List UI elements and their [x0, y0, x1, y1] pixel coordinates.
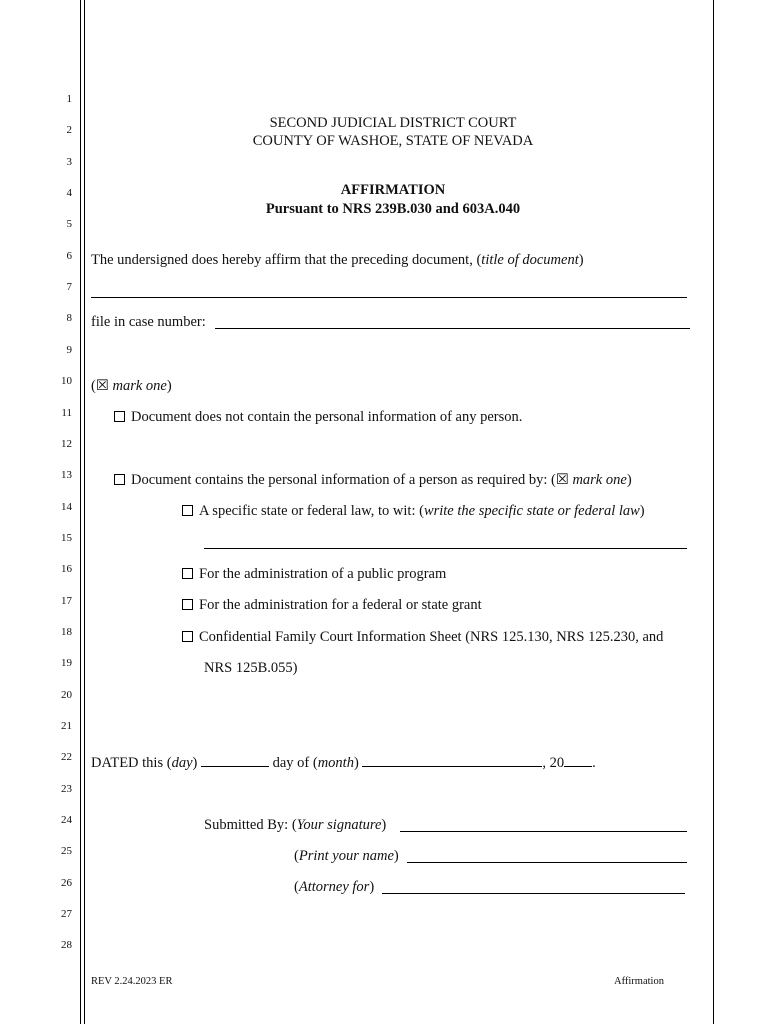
dated-mid2: )	[353, 755, 363, 771]
print-close: )	[393, 848, 399, 864]
line-number: 23	[61, 782, 72, 795]
line-number: 22	[61, 751, 72, 764]
affirm-text: The undersigned does hereby affirm that the preceding document, (	[91, 252, 482, 268]
dated-end: .	[592, 755, 596, 771]
option-contains-personal-info	[114, 472, 632, 489]
checkbox-grant[interactable]	[182, 599, 193, 610]
line-number: 12	[61, 437, 72, 450]
line-number: 2	[66, 124, 72, 137]
sub1-text: A specific state or federal law, to wit: (	[199, 503, 424, 519]
line-number: 25	[61, 845, 72, 858]
case-number-line[interactable]	[215, 328, 690, 329]
attorney-close: )	[369, 879, 375, 895]
line-number: 3	[66, 155, 72, 168]
print-italic: rint your name	[307, 848, 394, 864]
year-field[interactable]	[564, 754, 592, 767]
dated-row	[91, 754, 596, 772]
mark-open: (	[91, 378, 96, 394]
checkbox-no-personal-info[interactable]	[114, 411, 125, 422]
dated-day-italic: day	[171, 755, 193, 771]
line-number: 11	[61, 406, 72, 419]
affirm-statement	[91, 252, 584, 269]
month-field[interactable]	[362, 754, 542, 767]
margin-rule-right	[713, 0, 714, 1024]
submitted-italic: Your signature	[296, 817, 382, 833]
line-number: 6	[66, 249, 72, 262]
affirm-italic: title of document	[481, 252, 579, 268]
mark-text: mark one	[108, 378, 167, 394]
x-box-icon: ☒	[555, 472, 569, 488]
line-number: 1	[66, 93, 72, 105]
submitted-by-row	[204, 817, 386, 834]
line-number: 20	[61, 688, 72, 701]
court-name: SECOND JUDICIAL DISTRICT COURT	[269, 115, 517, 131]
case-number-label: file in case number:	[91, 314, 206, 330]
submitted-close: )	[381, 817, 387, 833]
sub3-label: For the administration for a federal or state grant	[199, 597, 482, 613]
line-number: 19	[61, 657, 72, 670]
line-number: 28	[61, 939, 72, 952]
sub-option-family-court	[182, 629, 663, 646]
signature-line[interactable]	[400, 831, 687, 832]
print-open: (	[294, 848, 299, 864]
line-number: 7	[66, 281, 72, 294]
checkbox-specific-law[interactable]	[182, 505, 193, 516]
attorney-for-row	[294, 879, 374, 896]
sub-option-grant	[182, 597, 482, 614]
line-number: 16	[61, 563, 72, 576]
dated-year-prefix: , 20	[542, 755, 565, 771]
print-name-line[interactable]	[407, 862, 687, 863]
margin-rule-left-outer	[80, 0, 81, 1024]
document-subtitle: Pursuant to NRS 239B.030 and 603A.040	[265, 201, 521, 217]
case-number-row	[91, 314, 206, 331]
line-number: 18	[61, 625, 72, 638]
line-number: 27	[61, 908, 72, 921]
sub2-label: For the administration of a public program	[199, 566, 447, 582]
print-p: P	[298, 848, 308, 864]
option2-text: Document contains the personal information of a person as required by: (	[131, 472, 556, 488]
option2-close: )	[626, 472, 632, 488]
line-number: 14	[61, 500, 72, 513]
dated-prefix: DATED this (	[91, 755, 172, 771]
line-number: 26	[61, 876, 72, 889]
document-name-footer: Affirmation	[614, 976, 664, 987]
sub-option-law	[182, 503, 645, 520]
option-no-personal-info	[114, 409, 522, 426]
checkbox-public-program[interactable]	[182, 568, 193, 579]
title-of-document-line[interactable]	[91, 297, 687, 298]
line-number: 17	[61, 594, 72, 607]
mark-close: )	[166, 378, 172, 394]
line-number: 10	[61, 375, 72, 388]
dated-mid1: )	[192, 755, 201, 771]
submitted-prefix: Submitted By: (	[204, 817, 297, 833]
sub4-line1: Confidential Family Court Information Sheet (NRS 125.130, NRS 125.230, and	[199, 629, 664, 645]
mark-one-instruction	[91, 378, 172, 395]
day-field[interactable]	[201, 754, 269, 767]
option-no-personal-info-label: Document does not contain the personal information of any person.	[131, 409, 523, 425]
option2-italic: mark one	[568, 472, 627, 488]
checkbox-family-court[interactable]	[182, 631, 193, 642]
county-name: COUNTY OF WASHOE, STATE OF NEVADA	[252, 133, 534, 149]
attorney-open: (	[294, 879, 299, 895]
sub1-italic: write the specific state or federal law	[423, 503, 640, 519]
checkbox-contains-personal-info[interactable]	[114, 474, 125, 485]
specific-law-line[interactable]	[204, 548, 687, 549]
sub1-close: )	[639, 503, 645, 519]
document-title: AFFIRMATION	[340, 182, 446, 198]
margin-rule-left-inner	[84, 0, 85, 1024]
attorney-for-line[interactable]	[382, 893, 685, 894]
affirm-close: )	[578, 252, 584, 268]
sub4-line2: NRS 125B.055)	[204, 660, 298, 676]
line-number: 5	[66, 218, 72, 231]
line-number: 15	[61, 531, 72, 544]
print-name-row	[294, 848, 399, 865]
line-number: 21	[61, 720, 72, 732]
x-box-icon: ☒	[95, 378, 109, 394]
dated-month-italic: month	[317, 755, 354, 771]
line-number: 24	[61, 814, 72, 827]
attorney-italic: Attorney for	[298, 879, 370, 895]
revision-footer: REV 2.24.2023 ER	[91, 976, 173, 987]
line-number: 4	[66, 187, 72, 200]
line-number: 13	[61, 469, 72, 482]
dated-day-of: day of (	[268, 755, 318, 771]
sub-option-public-program	[182, 566, 446, 583]
line-number: 9	[66, 343, 72, 356]
line-number: 8	[66, 312, 72, 325]
